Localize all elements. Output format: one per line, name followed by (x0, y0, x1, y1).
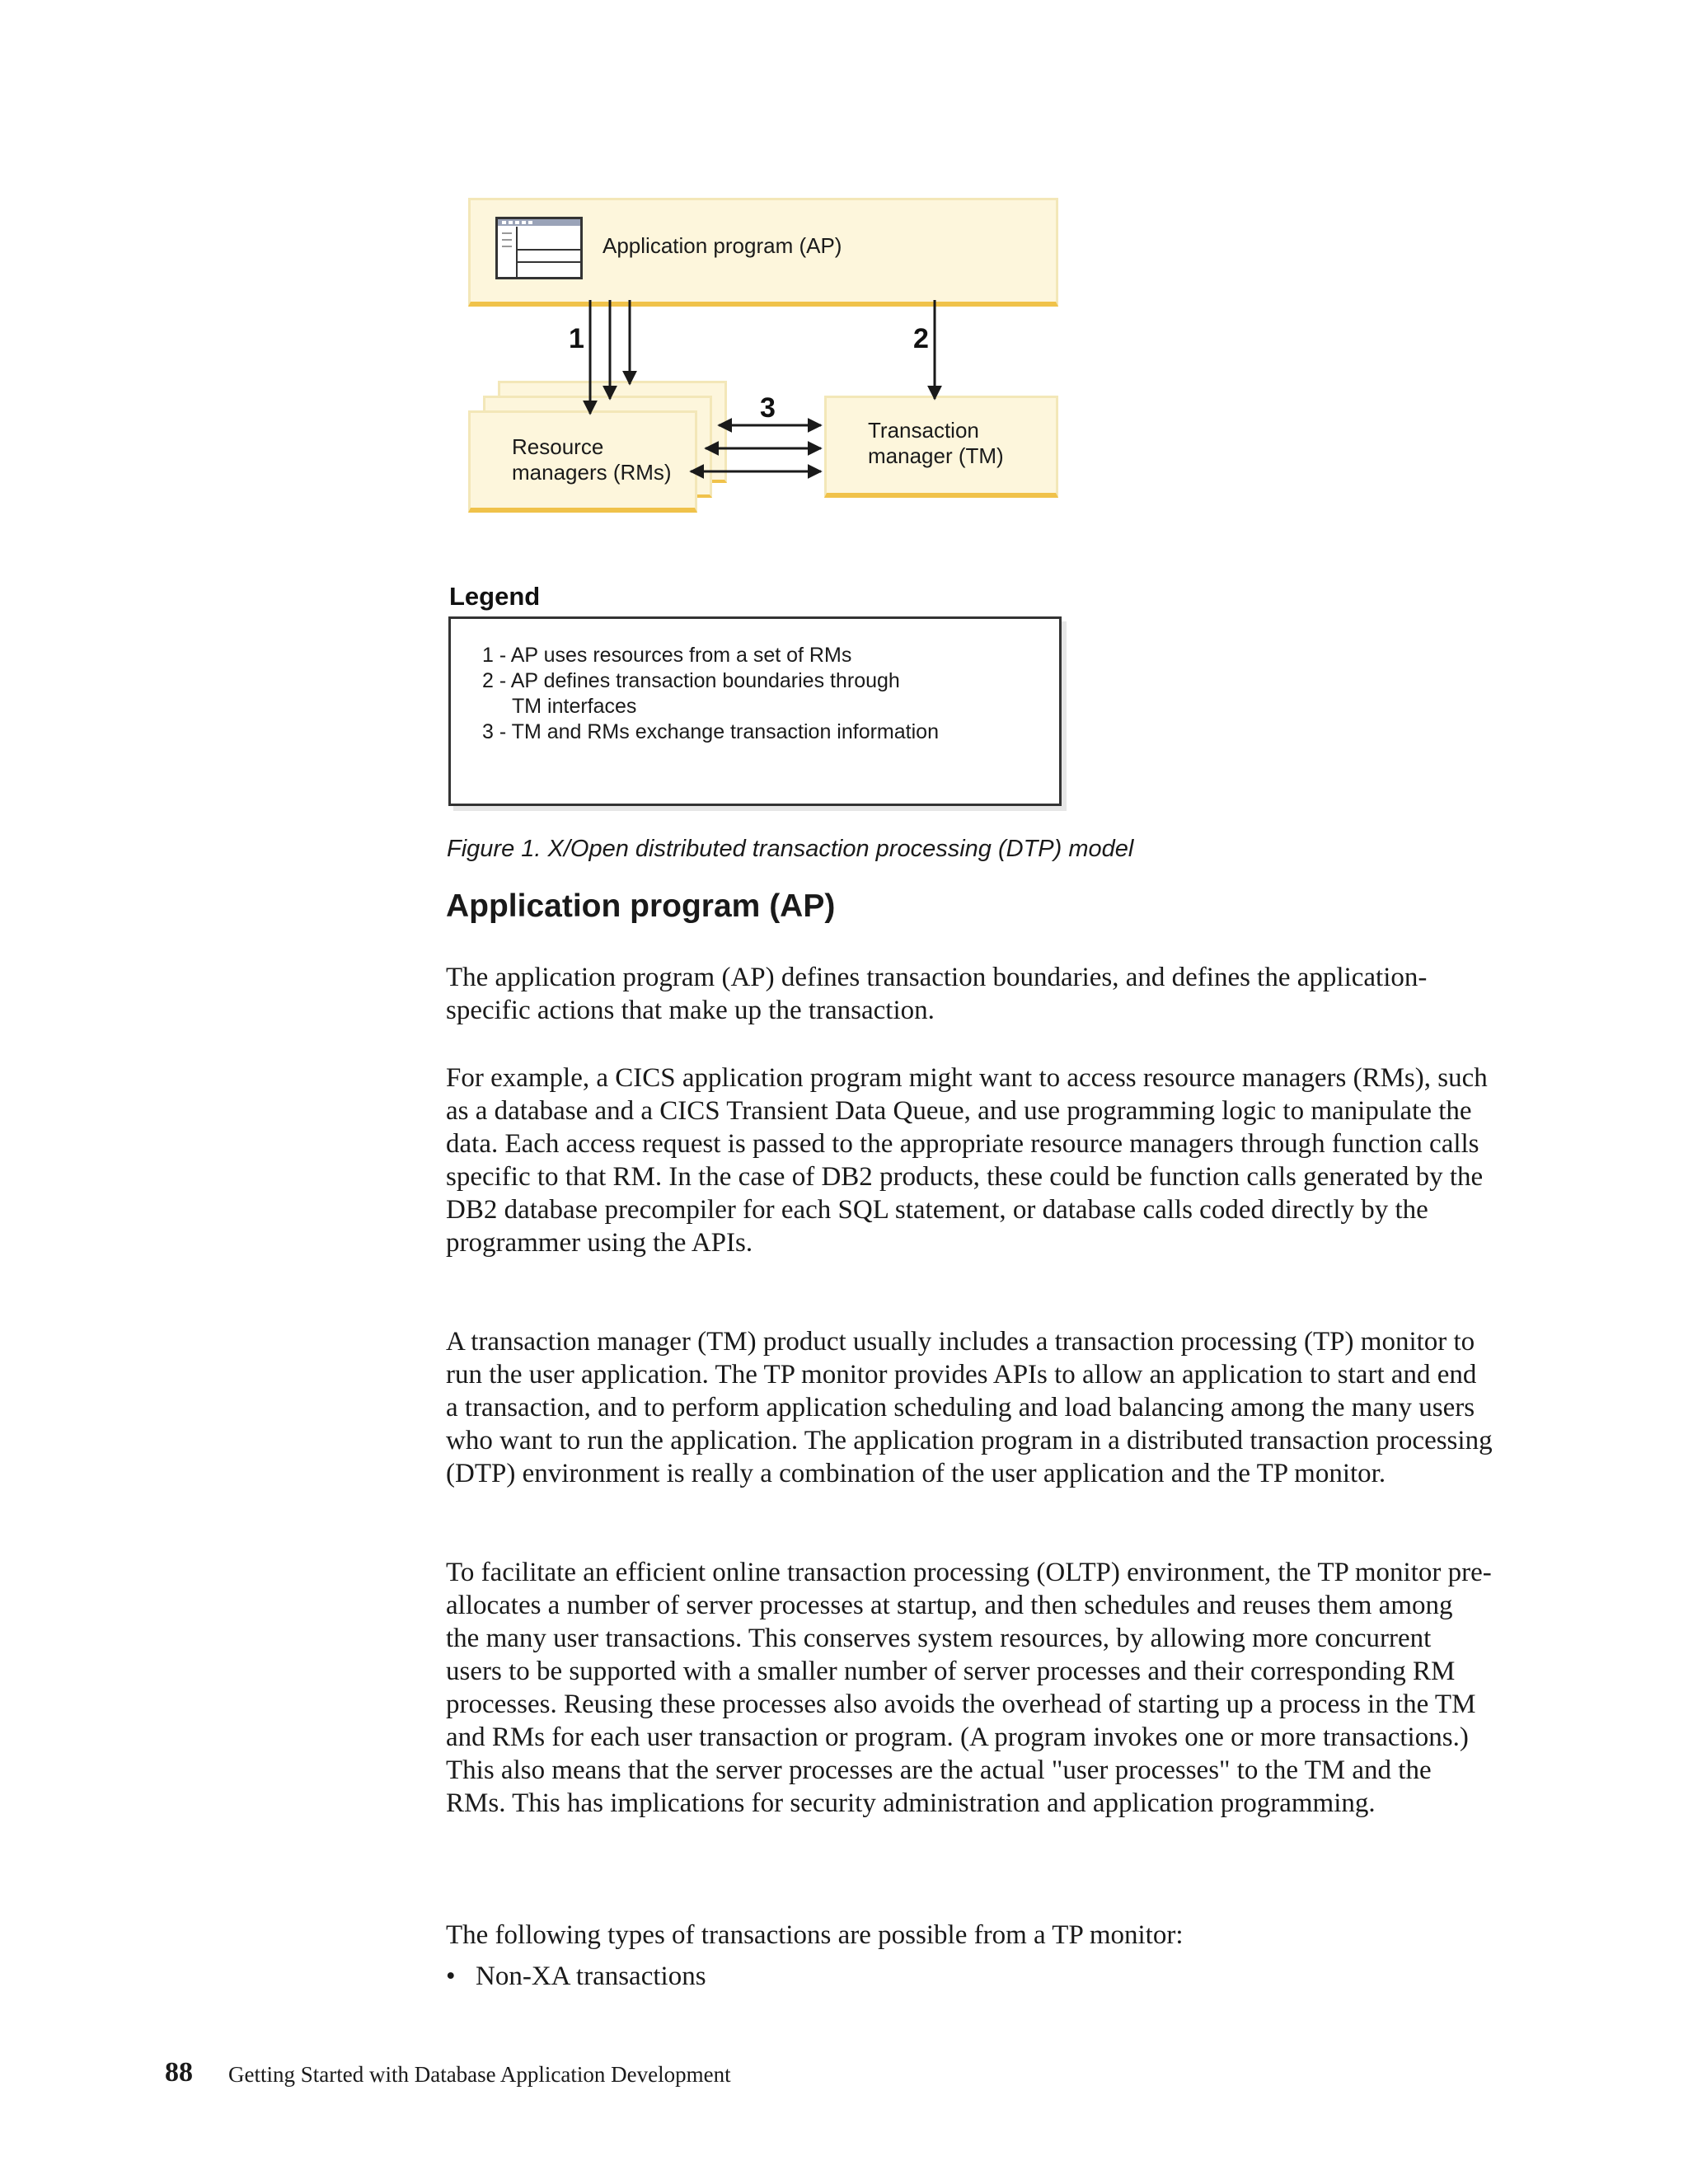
paragraph-2: For example, a CICS application program might want to access resource managers (RMs), such as a database and a CICS Transient Data Queue, and use programming logic to manipulate the data. Each access request is passed to the appropriate resource managers through function calls specific to that RM. In the case of DB2 products, these could be function calls generated by the DB2 database precompiler for each SQL statement, or database calls coded directly by the programmer using the APIs. (446, 1063, 1488, 1258)
section-heading: Application program (AP) (446, 888, 836, 924)
legend-item-1: 1 - AP uses resources from a set of RMs (482, 644, 852, 667)
legend-title: Legend (449, 582, 541, 611)
legend-item-3: 3 - TM and RMs exchange transaction information (482, 720, 939, 743)
rm-label-line2: managers (RMs) (512, 460, 672, 485)
rm-label-line1: Resource (512, 434, 604, 459)
legend-box (448, 616, 1062, 806)
ap-label: Application program (AP) (603, 233, 842, 258)
tm-label-line2: manager (TM) (868, 443, 1004, 468)
list-item-text: Non-XA transactions (476, 1961, 706, 1991)
paragraph-1: The application program (AP) defines transaction boundaries, and defines the application-specific actions that make up the transaction. (446, 963, 1428, 1025)
paragraph-5: The following types of transactions are possible from a TP monitor: (446, 1920, 1184, 1950)
figure-caption: Figure 1. X/Open distributed transaction processing (DTP) model (447, 836, 1134, 862)
paragraph-4: To facilitate an efficient online transaction processing (OLTP) environment, the TP monitor pre-allocates a number of server processes at startup, and then schedules and reuses them among the many user transactions. This conserves system resources, by allowing more concurrent users to be supported with a smaller number of server processes and their corresponding RM processes. Reusing these processes also avoids the overhead of starting up a process in the TM and RMs for each user transaction or program. (A program invokes one or more transactions.) This also means that the server processes are the actual "user processes" to the TM and the RMs. This has implications for security administration and application programming. (446, 1558, 1492, 1818)
diagram-arrows (462, 190, 1071, 519)
dtp-model-diagram (462, 190, 1071, 519)
arrow-1-label: 1 (569, 323, 584, 354)
list-item (446, 1960, 706, 1993)
paragraph-3: A transaction manager (TM) product usually includes a transaction processing (TP) monitor to run the user application. The TP monitor provides APIs to allow an application to start and end a transaction, and to perform application scheduling and load balancing among the many users who want to run the application. The application program in a distributed transaction processing (DTP) environment is really a combination of the user application and the TP monitor. (446, 1327, 1493, 1488)
legend-item-2-cont: TM interfaces (512, 695, 637, 718)
legend-item-2: 2 - AP defines transaction boundaries through (482, 669, 900, 692)
arrow-3-label: 3 (760, 392, 776, 424)
page-number: 88 (165, 2057, 193, 2088)
arrow-2-label: 2 (913, 323, 929, 354)
bullet-icon: • (446, 1961, 456, 1991)
tm-label-line1: Transaction (868, 418, 979, 443)
book-title: Getting Started with Database Application Development (228, 2062, 731, 2087)
